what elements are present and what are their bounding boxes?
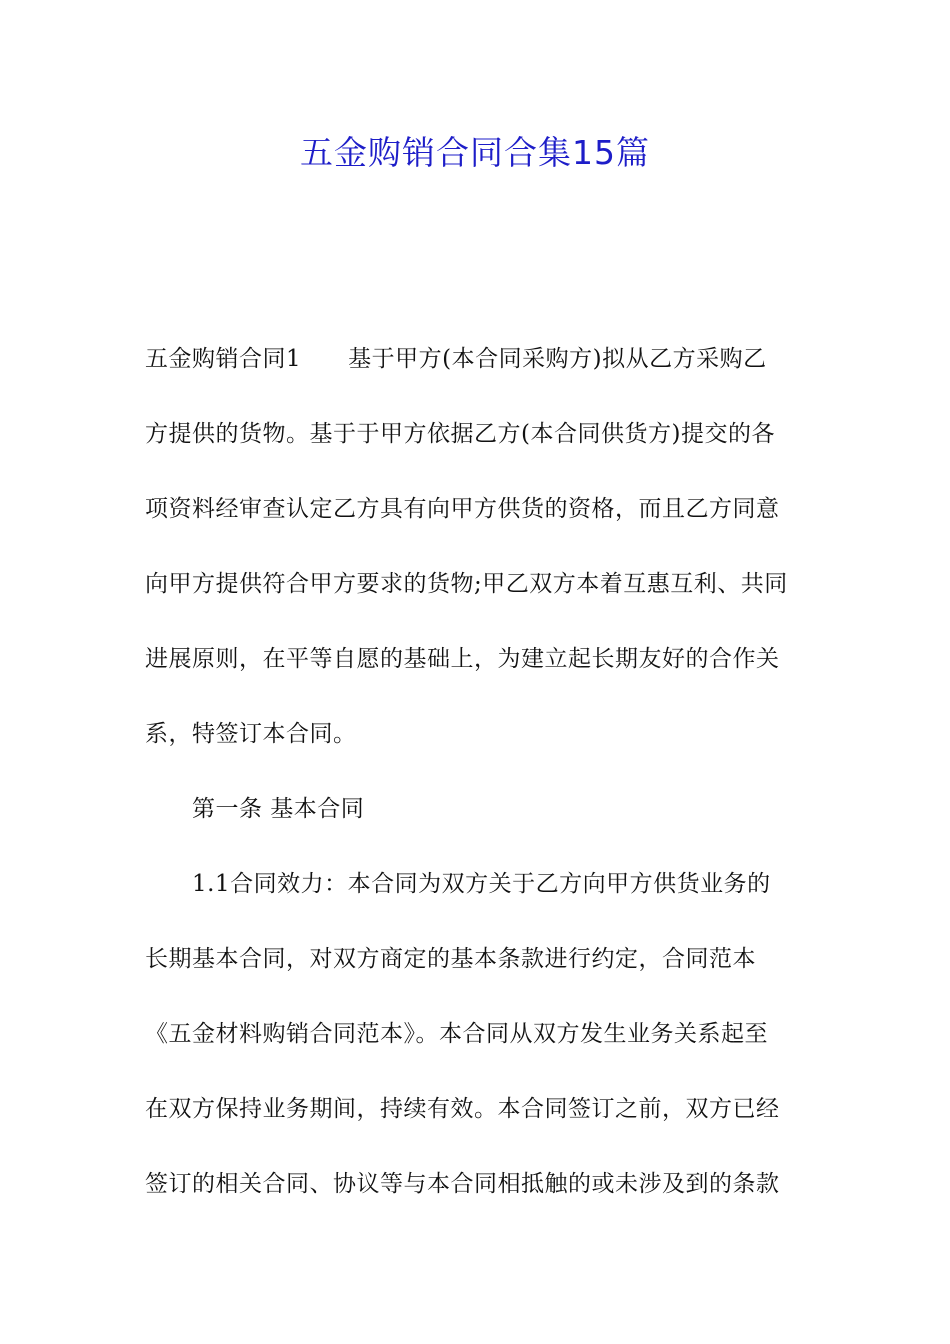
paragraph-line: 《五金材料购销合同范本》。本合同从双方发生业务关系起至 <box>145 1021 768 1047</box>
paragraph-line: 方提供的货物。基于于甲方依据乙方(本合同供货方)提交的各 <box>145 421 775 447</box>
section-heading: 第一条 基本合同 <box>192 796 365 822</box>
paragraph-line: 签订的相关合同、协议等与本合同相抵触的或未涉及到的条款 <box>145 1171 780 1197</box>
paragraph-line: 系，特签订本合同。 <box>145 721 357 747</box>
document-title: 五金购销合同合集15篇 <box>300 133 650 172</box>
paragraph-line: 项资料经审查认定乙方具有向甲方供货的资格，而且乙方同意 <box>145 496 780 522</box>
paragraph-line: 长期基本合同，对双方商定的基本条款进行约定，合同范本 <box>145 946 756 972</box>
paragraph-line: 在双方保持业务期间，持续有效。本合同签订之前，双方已经 <box>145 1096 780 1122</box>
paragraph-line: 1.1合同效力：本合同为双方关于乙方向甲方供货业务的 <box>192 871 771 897</box>
paragraph-line: 五金购销合同1 基于甲方(本合同采购方)拟从乙方采购乙 <box>145 346 767 372</box>
paragraph-line: 向甲方提供符合甲方要求的货物;甲乙双方本着互惠互利、共同 <box>145 571 788 597</box>
paragraph-line: 进展原则，在平等自愿的基础上，为建立起长期友好的合作关 <box>145 646 780 672</box>
